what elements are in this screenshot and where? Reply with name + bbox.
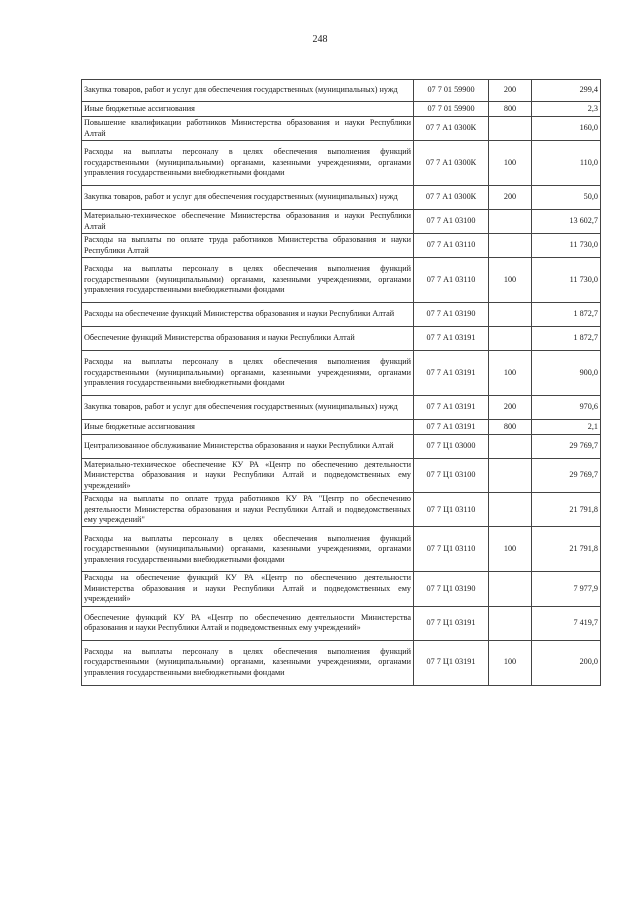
row-name-cell: Расходы на обеспечение функций КУ РА «Центр по обеспечению деятельности Министерства образования и науки Республики Алтай и подведомственных ему учреждений» — [82, 572, 414, 606]
row-name-cell: Материально-техническое обеспечение КУ РА «Центр по обеспечению деятельности Министерства образования и науки Республики Алтай и подведомственных ему учреждений» — [82, 459, 414, 493]
table-row — [82, 102, 601, 117]
row-code-cell: 07 7 А1 03190 — [414, 303, 489, 327]
row-expense-type-cell: 100 — [489, 351, 532, 396]
row-name-cell: Иные бюджетные ассигнования — [82, 420, 414, 435]
table-row — [82, 80, 601, 102]
row-sum-cell: 110,0 — [532, 141, 601, 186]
row-expense-type-cell — [489, 234, 532, 258]
table-row — [82, 141, 601, 186]
table-row — [82, 210, 601, 234]
budget-table-body — [82, 80, 601, 686]
table-row — [82, 606, 601, 640]
row-expense-type-cell: 200 — [489, 396, 532, 420]
row-name-cell: Закупка товаров, работ и услуг для обеспечения государственных (муниципальных) нужд — [82, 186, 414, 210]
table-row — [82, 435, 601, 459]
row-expense-type-cell — [489, 210, 532, 234]
table-row — [82, 572, 601, 606]
table-row — [82, 351, 601, 396]
row-expense-type-cell — [489, 459, 532, 493]
table-row — [82, 258, 601, 303]
row-code-cell: 07 7 Ц1 03110 — [414, 527, 489, 572]
row-name-cell: Расходы на выплаты по оплате труда работников КУ РА "Центр по обеспечению деятельности Министерства образования и науки Республики Алтай и подведомственных ему учреждений" — [82, 493, 414, 527]
row-code-cell: 07 7 А1 0300К — [414, 186, 489, 210]
row-name-cell: Иные бюджетные ассигнования — [82, 102, 414, 117]
row-code-cell: 07 7 Ц1 03100 — [414, 459, 489, 493]
row-sum-cell: 160,0 — [532, 117, 601, 141]
table-row — [82, 527, 601, 572]
row-name-cell: Расходы на выплаты персоналу в целях обеспечения выполнения функций государственными (муниципальными) органами, казенными учреждениями, органами управления государственными внебюджетными фондами — [82, 527, 414, 572]
row-code-cell: 07 7 А1 03110 — [414, 234, 489, 258]
row-expense-type-cell: 100 — [489, 141, 532, 186]
row-expense-type-cell: 200 — [489, 186, 532, 210]
row-sum-cell: 13 602,7 — [532, 210, 601, 234]
row-name-cell: Расходы на выплаты персоналу в целях обеспечения выполнения функций государственными (муниципальными) органами, казенными учреждениями, органами управления государственными внебюджетными фондами — [82, 258, 414, 303]
row-sum-cell: 1 872,7 — [532, 303, 601, 327]
table-row — [82, 117, 601, 141]
row-code-cell: 07 7 А1 03191 — [414, 420, 489, 435]
page-number: 248 — [312, 34, 328, 45]
table-row — [82, 186, 601, 210]
row-expense-type-cell: 100 — [489, 640, 532, 685]
table-row — [82, 420, 601, 435]
row-name-cell: Повышение квалификации работников Министерства образования и науки Республики Алтай — [82, 117, 414, 141]
row-code-cell: 07 7 А1 0300К — [414, 117, 489, 141]
row-sum-cell: 11 730,0 — [532, 234, 601, 258]
row-code-cell: 07 7 А1 03100 — [414, 210, 489, 234]
row-expense-type-cell — [489, 493, 532, 527]
row-code-cell: 07 7 А1 03191 — [414, 396, 489, 420]
row-sum-cell: 900,0 — [532, 351, 601, 396]
table-row — [82, 234, 601, 258]
row-sum-cell: 29 769,7 — [532, 459, 601, 493]
row-code-cell: 07 7 01 59900 — [414, 102, 489, 117]
row-code-cell: 07 7 Ц1 03191 — [414, 606, 489, 640]
row-name-cell: Расходы на выплаты по оплате труда работников Министерства образования и науки Республики Алтай — [82, 234, 414, 258]
row-sum-cell: 299,4 — [532, 80, 601, 102]
row-sum-cell: 1 872,7 — [532, 327, 601, 351]
row-expense-type-cell: 100 — [489, 527, 532, 572]
table-row — [82, 640, 601, 685]
row-expense-type-cell: 100 — [489, 258, 532, 303]
row-name-cell: Материально-техническое обеспечение Министерства образования и науки Республики Алтай — [82, 210, 414, 234]
row-name-cell: Расходы на выплаты персоналу в целях обеспечения выполнения функций государственными (муниципальными) органами, казенными учреждениями, органами управления государственными внебюджетными фондами — [82, 141, 414, 186]
row-expense-type-cell: 200 — [489, 80, 532, 102]
row-expense-type-cell — [489, 327, 532, 351]
row-sum-cell: 7 977,9 — [532, 572, 601, 606]
budget-table — [81, 79, 601, 686]
row-code-cell: 07 7 Ц1 03191 — [414, 640, 489, 685]
row-sum-cell: 2,1 — [532, 420, 601, 435]
row-sum-cell: 29 769,7 — [532, 435, 601, 459]
row-sum-cell: 21 791,8 — [532, 493, 601, 527]
table-row — [82, 396, 601, 420]
row-expense-type-cell: 800 — [489, 102, 532, 117]
row-code-cell: 07 7 Ц1 03110 — [414, 493, 489, 527]
table-row — [82, 493, 601, 527]
row-expense-type-cell — [489, 303, 532, 327]
table-row — [82, 459, 601, 493]
row-sum-cell: 2,3 — [532, 102, 601, 117]
row-code-cell: 07 7 01 59900 — [414, 80, 489, 102]
row-expense-type-cell — [489, 435, 532, 459]
table-row — [82, 327, 601, 351]
row-name-cell: Обеспечение функций КУ РА «Центр по обеспечению деятельности Министерства образования и науки Республики Алтай и подведомственных ему учреждений» — [82, 606, 414, 640]
row-code-cell: 07 7 Ц1 03000 — [414, 435, 489, 459]
row-name-cell: Закупка товаров, работ и услуг для обеспечения государственных (муниципальных) нужд — [82, 396, 414, 420]
row-sum-cell: 50,0 — [532, 186, 601, 210]
row-name-cell: Расходы на обеспечение функций Министерства образования и науки Республики Алтай — [82, 303, 414, 327]
row-code-cell: 07 7 Ц1 03190 — [414, 572, 489, 606]
row-sum-cell: 11 730,0 — [532, 258, 601, 303]
row-sum-cell: 7 419,7 — [532, 606, 601, 640]
row-sum-cell: 21 791,8 — [532, 527, 601, 572]
row-name-cell: Расходы на выплаты персоналу в целях обеспечения выполнения функций государственными (муниципальными) органами, казенными учреждениями, органами управления государственными внебюджетными фондами — [82, 640, 414, 685]
row-code-cell: 07 7 А1 03191 — [414, 351, 489, 396]
row-expense-type-cell: 800 — [489, 420, 532, 435]
row-name-cell: Расходы на выплаты персоналу в целях обеспечения выполнения функций государственными (муниципальными) органами, казенными учреждениями, органами управления государственными внебюджетными фондами — [82, 351, 414, 396]
row-code-cell: 07 7 А1 03110 — [414, 258, 489, 303]
row-sum-cell: 970,6 — [532, 396, 601, 420]
row-code-cell: 07 7 А1 03191 — [414, 327, 489, 351]
row-name-cell: Обеспечение функций Министерства образования и науки Республики Алтай — [82, 327, 414, 351]
row-sum-cell: 200,0 — [532, 640, 601, 685]
row-name-cell: Закупка товаров, работ и услуг для обеспечения государственных (муниципальных) нужд — [82, 80, 414, 102]
row-code-cell: 07 7 А1 0300К — [414, 141, 489, 186]
table-row — [82, 303, 601, 327]
row-name-cell: Централизованное обслуживание Министерства образования и науки Республики Алтай — [82, 435, 414, 459]
row-expense-type-cell — [489, 117, 532, 141]
row-expense-type-cell — [489, 572, 532, 606]
row-expense-type-cell — [489, 606, 532, 640]
